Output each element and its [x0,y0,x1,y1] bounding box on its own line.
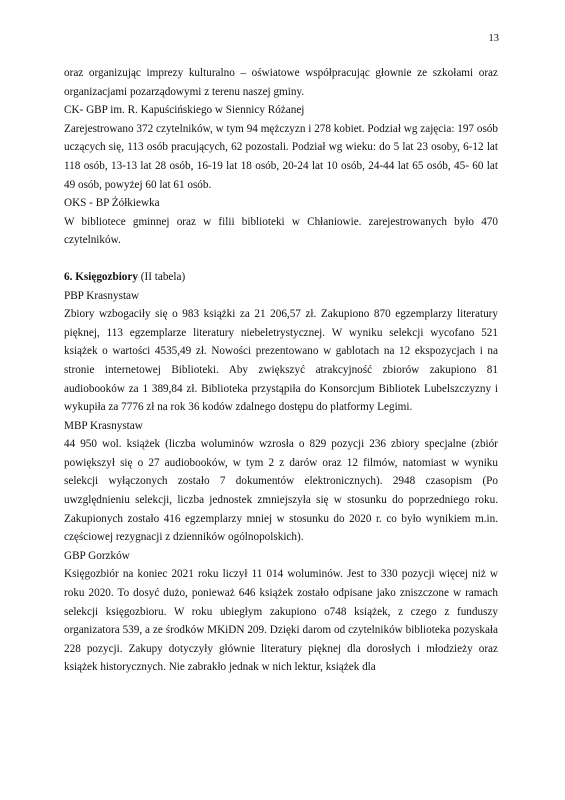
page-number: 13 [488,33,499,44]
paragraph-zolkiewka-readers: W bibliotece gminnej oraz w filii biblioteki w Chłaniowie. zarejestrowanych było 470 czytelników. [64,215,498,247]
library-heading-oks-bp-zolkiewka: OKS - BP Żółkiewka [64,197,160,210]
library-heading-ck-gbp-siennica: CK- GBP im. R. Kapuścińskiego w Siennicy Różanej [64,104,305,117]
library-heading-pbp-krasnystaw: PBP Krasnystaw [64,289,140,302]
paragraph-pbp-krasnystaw-collections: Zbiory wzbogaciły się o 983 książki za 21 206,57 zł. Zakupiono 870 egzemplarzy literatury pięknej, 113 egzemplarze literatury niebeletrystycznej. W wyniku selekcji wycofano 521 książek o wartości 4535,49 zł. Nowości prezentowano w gablotach na 12 ekspozycjach i na stronie internetowej Biblioteki. Aby zwiększyć atrakcyjność zbiorów zakupiono 81 audiobooków za 1 389,84 zł. Biblioteka przystąpiła do Konsorcjum Bibliotek Lubelszczyzny i wykupiła za 7776 zł na rok 36 kodów zdalnego dostępu do platformy Legimi. [64,308,498,414]
paragraph-mbp-krasnystaw-collections: 44 950 wol. książek (liczba woluminów wzrosła o 829 pozycji 236 zbiory specjalne (zbiór powiększył się o 27 audiobooków, w tym 2 z darów oraz 12 filmów, natomiast w wyniku selekcji wyłączonych zostało 7 dokumentów elektronicznych). 2948 czasopism (Po uwzględnieniu selekcji, liczba jednostek zmniejszyła się w stosunku do poprzedniego roku. Zakupionych zostało 416 egzemplarzy mniej w stosunku do 2020 r. co było wynikiem m.in. częściowej rezygnacji z dzienników ogólnopolskich). [64,438,498,544]
library-heading-mbp-krasnystaw: MBP Krasnystaw [64,419,143,432]
section-title-suffix: (II tabela) [137,270,186,283]
section-title-bold: 6. Księgozbiory [64,270,138,283]
section-title-ksiegozbiory [64,268,498,287]
paragraph-intro-continuation: oraz organizując imprezy kulturalno – oświatowe współpracując głownie ze szkołami oraz organizacjami pozarządowymi z terenu naszej gminy. [64,67,498,98]
library-heading-gbp-gorzkow: GBP Gorzków [64,549,130,562]
paragraph-siennica-readers: Zarejestrowano 372 czytelników, w tym 94 mężczyzn i 278 kobiet. Podział wg zajęcia: 197 osób uczących się, 113 osób pracujących, 62 pozostali. Podział wg wieku: do 5 lat 23 osoby, 6-12 lat 118 osób, 13-13 lat 28 osób, 16-19 lat 18 osób, 20-24 lat 10 osób, 24-44 lat 65 osób, 45- 60 lat 49 osób, powyżej 60 lat 61 osób. [64,122,498,191]
paragraph-gbp-gorzkow-collections: Księgozbiór na koniec 2021 roku liczył 11 014 woluminów. Jest to 330 pozycji więcej niż w roku 2020. To dosyć dużo, ponieważ 646 książek zostało odpisane jako zniszczone w ramach selekcji księgozbioru. W roku ubiegłym zakupiono o748 książek, z czego z funduszy organizatora 539, a ze środków MKiDN 209. Dzięki darom od czytelników biblioteka pozyskała 228 pozycji. Zakupy dotyczyły głównie literatury pięknej dla dorosłych i młodzieży oraz książek historycznych. Nie zabrakło jednak w nich lektur, książek dla [64,568,498,674]
document-body [64,64,498,677]
section-spacer [64,250,498,268]
